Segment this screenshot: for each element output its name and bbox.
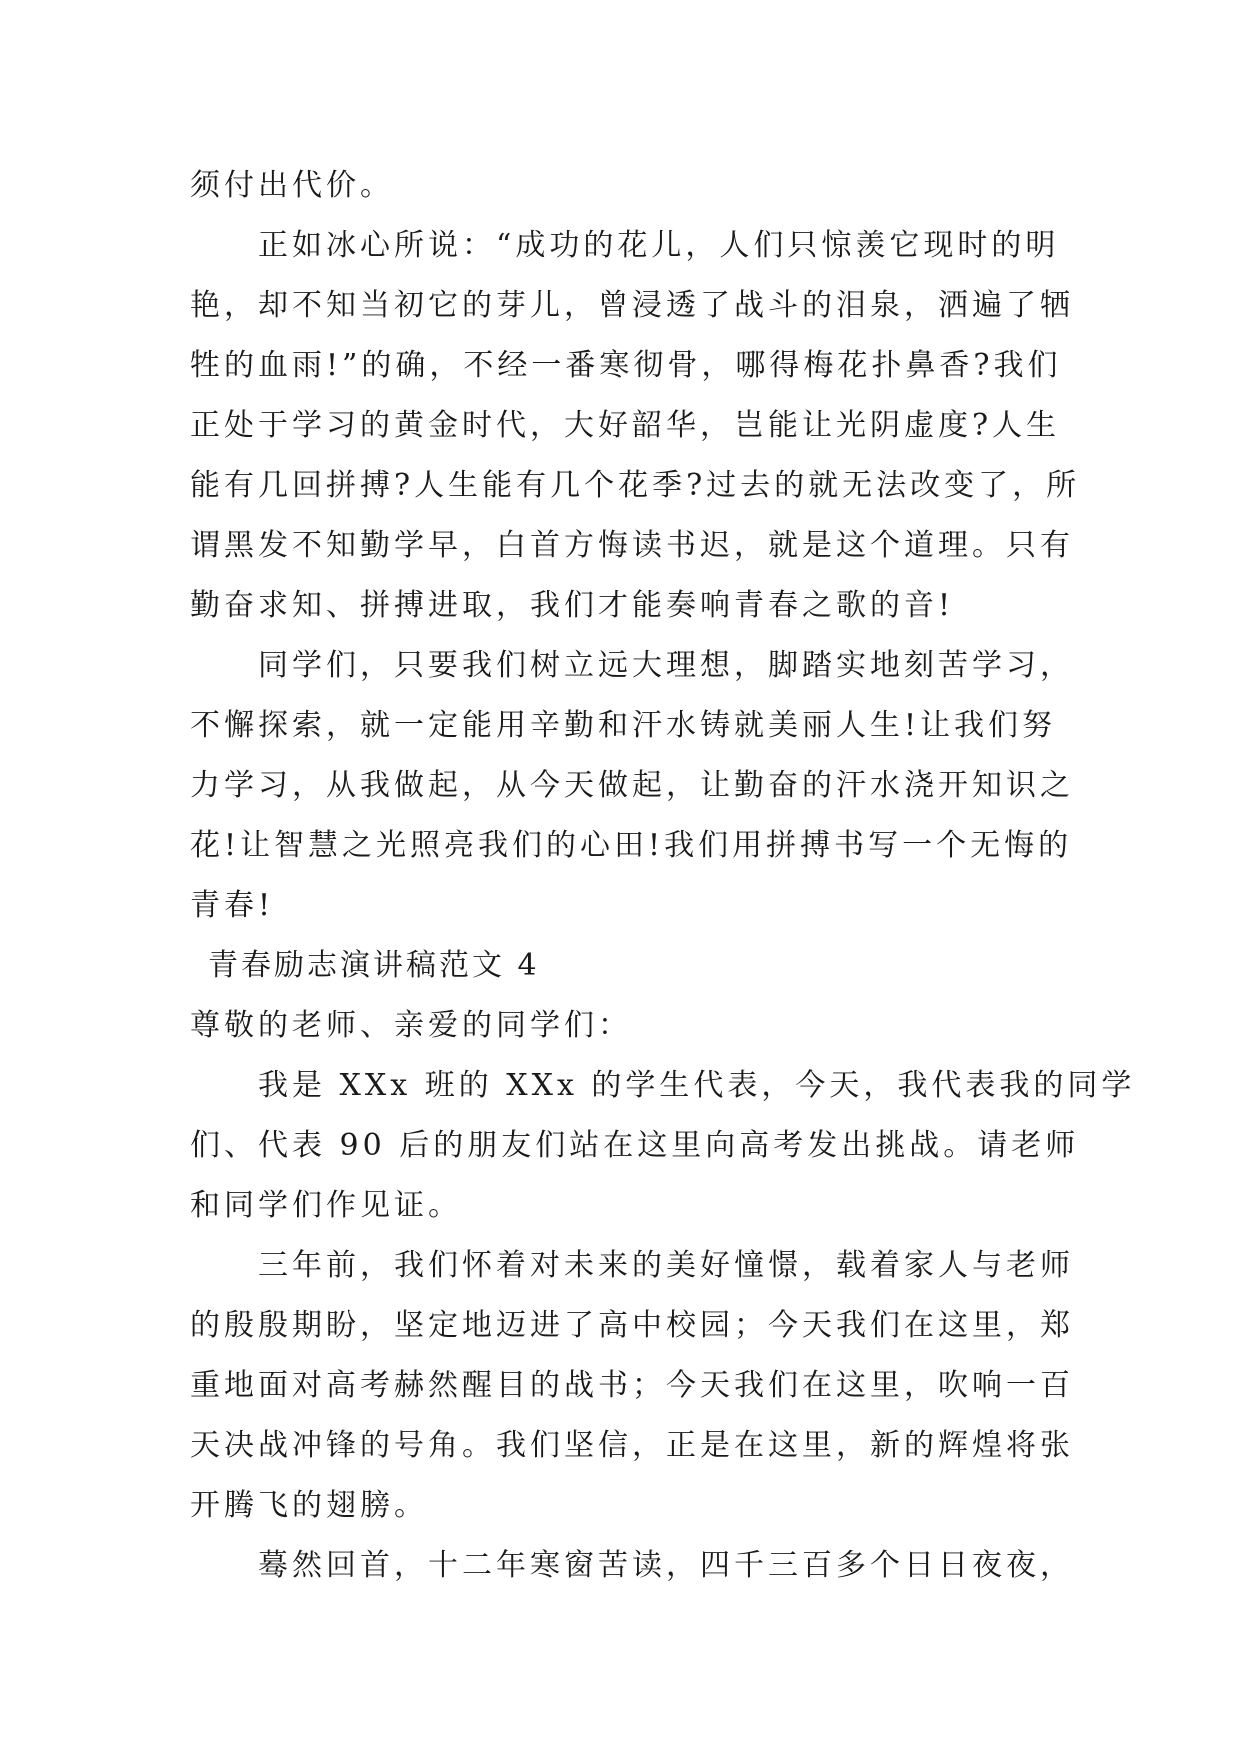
text-line: 勤奋求知、拼搏进取，我们才能奏响青春之歌的音! <box>190 588 955 623</box>
text-line: 的殷殷期盼，坚定地迈进了高中校园；今天我们在这里，郑 <box>190 1308 1074 1343</box>
text-line: 牲的血雨!”的确，不经一番寒彻骨，哪得梅花扑鼻香?我们 <box>190 348 1062 383</box>
paragraph-start: 我是 XXx 班的 XXx 的学生代表，今天，我代表我的同学 <box>258 1068 1136 1103</box>
section-heading: 青春励志演讲稿范文 4 <box>208 948 540 983</box>
text-line: 能有几回拼搏?人生能有几个花季?过去的就无法改变了，所 <box>190 468 1081 503</box>
paragraph-start: 蓦然回首，十二年寒窗苦读，四千三百多个日日夜夜， <box>258 1548 1074 1583</box>
text-line: 艳，却不知当初它的芽儿，曾浸透了战斗的泪泉，洒遍了牺 <box>190 288 1074 323</box>
text-line: 须付出代价。 <box>190 168 394 203</box>
paragraph-start: 三年前，我们怀着对未来的美好憧憬，载着家人与老师 <box>258 1248 1074 1283</box>
text-line: 天决战冲锋的号角。我们坚信，正是在这里，新的辉煌将张 <box>190 1428 1074 1463</box>
text-line: 重地面对高考赫然醒目的战书；今天我们在这里，吹响一百 <box>190 1368 1074 1403</box>
text-line: 花!让智慧之光照亮我们的心田!我们用拼搏书写一个无悔的 <box>190 828 1073 863</box>
salutation: 尊敬的老师、亲爱的同学们： <box>190 1008 632 1043</box>
document-page <box>190 156 1136 1596</box>
text-line: 不懈探索，就一定能用辛勤和汗水铸就美丽人生!让我们努 <box>190 708 1057 743</box>
text-line: 和同学们作见证。 <box>190 1188 462 1223</box>
text-line: 开腾飞的翅膀。 <box>190 1488 428 1523</box>
text-line: 正处于学习的黄金时代，大好韶华，岂能让光阴虚度?人生 <box>190 408 1061 443</box>
text-line: 们、代表 90 后的朋友们站在这里向高考发出挑战。请老师 <box>190 1128 1080 1163</box>
text-line: 青春! <box>190 888 275 923</box>
text-line: 谓黑发不知勤学早，白首方悔读书迟，就是这个道理。只有 <box>190 528 1074 563</box>
paragraph-start: 同学们，只要我们树立远大理想，脚踏实地刻苦学习， <box>258 648 1074 683</box>
paragraph-start: 正如冰心所说：“成功的花儿，人们只惊羡它现时的明 <box>258 228 1060 263</box>
text-line: 力学习，从我做起，从今天做起，让勤奋的汗水浇开知识之 <box>190 768 1074 803</box>
